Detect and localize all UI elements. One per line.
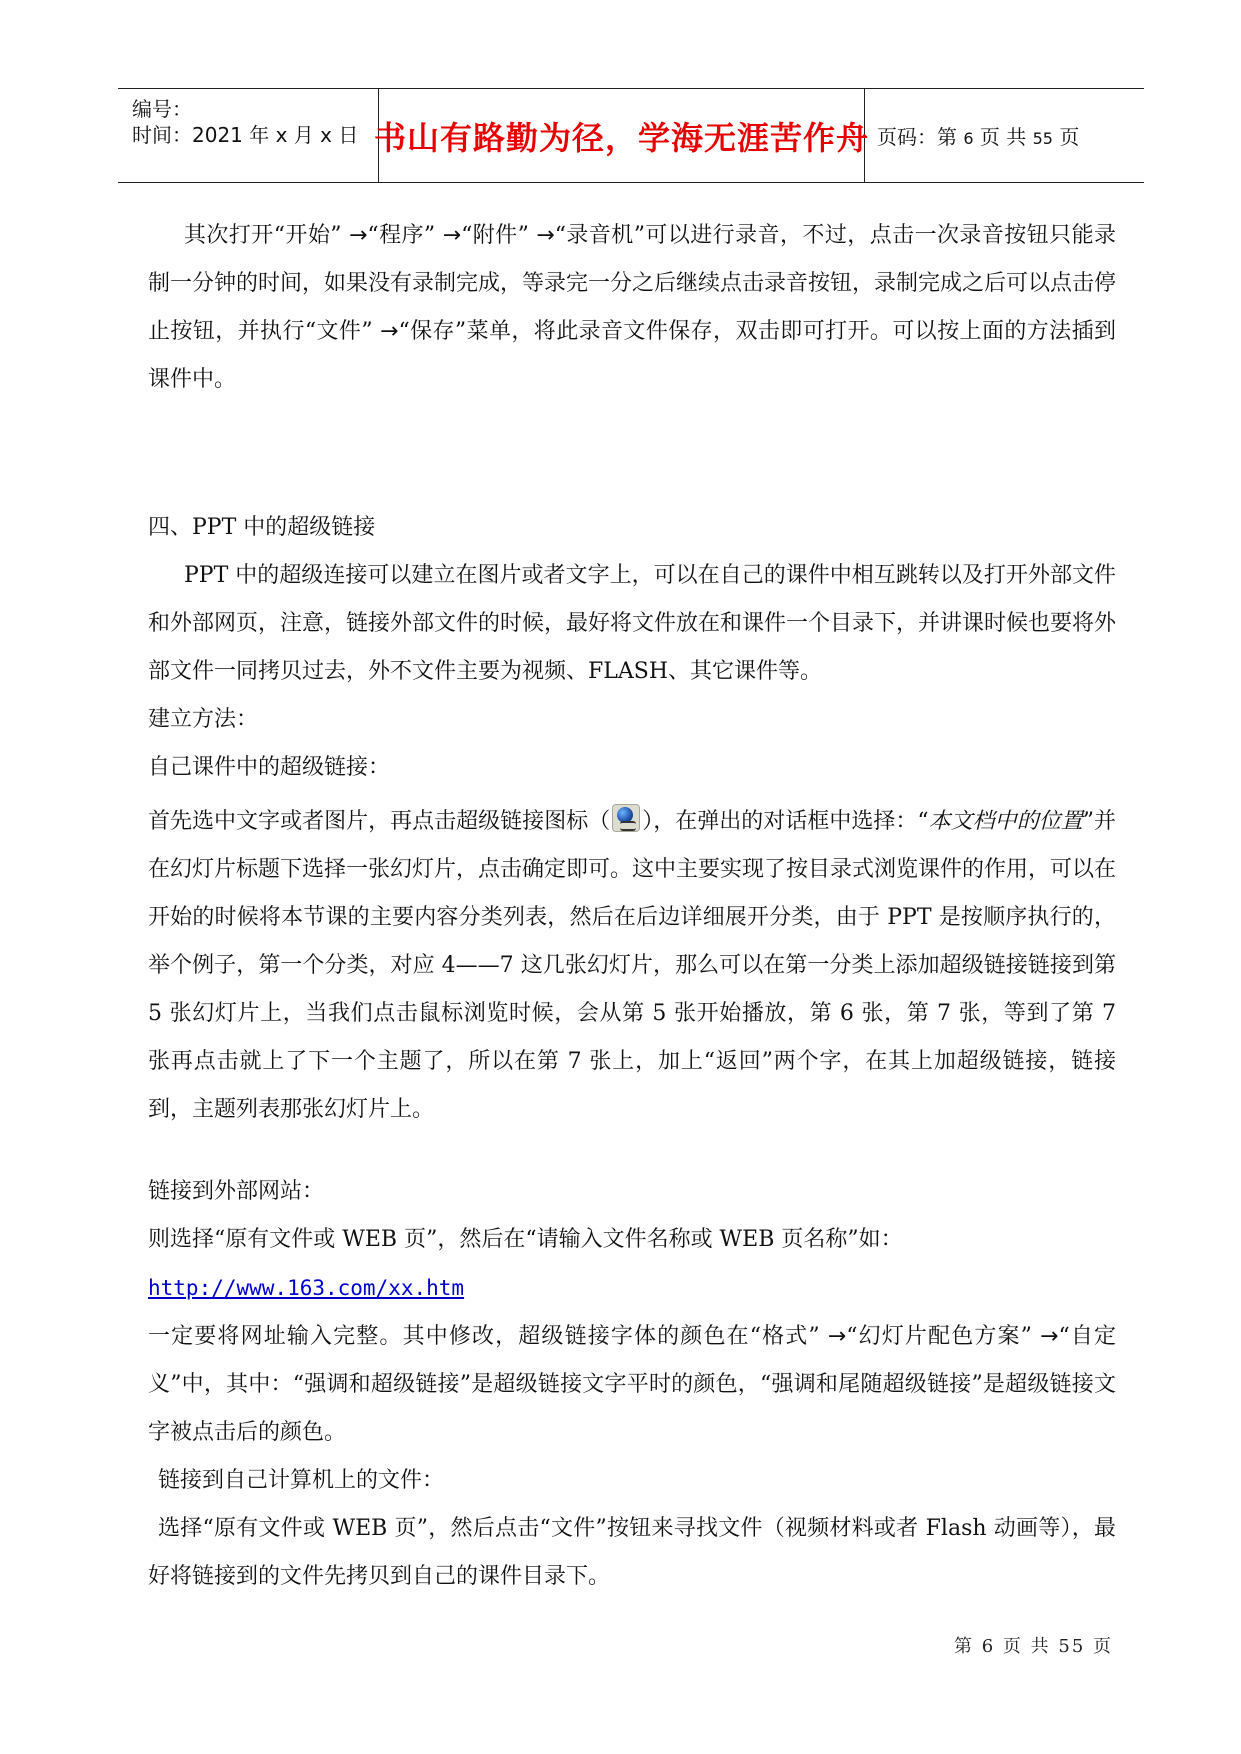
header-number-label: 编号： [132,97,192,121]
local-file-label: 链接到自己计算机上的文件： [158,1468,445,1493]
paragraph-self-link [148,798,1116,1134]
p5-part-c: “自定义”中，其中：“强调和超级链接”是超级链接文字平时的颜色，“强调和尾随超级链接”是超级链接文字被点击后的颜色。 [148,1324,1117,1445]
header-motto-cell [374,89,870,182]
paragraph-local-file: 选择“原有文件或 WEB 页”，然后点击“文件”按钮来寻找文件（视频材料或者 Flash 动画等），最好将链接到的文件先拷贝到自己的课件目录下。 [148,1516,1116,1589]
self-link-label: 自己课件中的超级链接： [148,755,391,780]
arrow-glyph: → [442,223,462,248]
header-info-cell [118,89,378,182]
arrow-glyph: → [1040,1324,1059,1349]
arrow-glyph: → [536,223,555,248]
external-site-label: 链接到外部网站： [148,1179,325,1204]
page-mid: 页 共 [979,125,1027,149]
method-label: 建立方法： [148,707,259,732]
p1-part-d: “录音机”可以进行录音，不过，点击一次录音按钮只能录制一分钟的时间，如果没有录制完成，等录完一分之后继续点击录音按钮，录制完成之后可以点击停止按钮，并执行“文件” [148,223,1117,344]
header-time-value: 2021 年 x 月 x 日 [192,123,359,147]
p3-part-b: ），在弹出的对话框中选择：“ [642,809,929,834]
section-title: 四、PPT 中的超级链接 [148,515,376,540]
hyperlink-globe-icon [612,804,640,832]
header-motto: 书山有路勤为径，学海无涯苦作舟 [374,118,870,157]
page-current: 6 [963,129,974,148]
header-time [132,119,358,148]
p1-part-a: 其次打开“开始” [184,223,342,248]
arrow-glyph: → [348,223,368,248]
header-page-cell [865,89,1144,182]
arrow-glyph: → [827,1324,847,1349]
example-url-link[interactable]: http://www.163.com/xx.htm [148,1276,465,1300]
page-footer: 第 6 页 共 55 页 [954,1636,1113,1657]
p1-part-c: “附件” [461,223,529,248]
p1-part-b: “程序” [367,223,436,248]
page-total: 55 [1032,129,1053,148]
paragraph-link-color [148,1313,1116,1457]
header-page-code [877,121,1079,150]
url-line [148,1264,1116,1313]
document-body [148,212,1116,1601]
header-time-label: 时间： [132,123,192,147]
paragraph-hyperlink-intro: PPT 中的超级连接可以建立在图片或者文字上，可以在自己的课件中相互跳转以及打开外部文件和外部网页，注意，链接外部文件的时候，最好将文件放在和课件一个目录下，并讲课时候也要将外部文件一同拷贝过去，外不文件主要为视频、FLASH、其它课件等。 [148,563,1117,684]
paragraph-external-site: 则选择“原有文件或 WEB 页”，然后在“请输入文件名称或 WEB 页名称”如： [148,1227,903,1252]
page-label: 页码：第 [877,125,957,149]
header-table [118,88,1144,183]
p5-part-a: 一定要将网址输入完整。其中修改，超级链接字体的颜色在“格式” [148,1324,820,1349]
p1-part-e: “保存”菜单，将此录音文件保存，双击即可打开。可以按上面的方法插到课件中。 [148,319,1117,392]
p3-part-c: ”并在幻灯片标题下选择一张幻灯片，点击确定即可。这中主要实现了按目录式浏览课件的作用，可以在开始的时候将本节课的主要内容分类列表，然后在后边详细展开分类，由于 PPT 是按顺序执行的，举个例子，第一个分类，对应 4——7 这几张幻灯片，那么可以在第一分类上添加超级链接链接到第 5 张幻灯片上，当我们点击鼠标浏览时候，会从第 5 张开始播放，第 6 张，第 7 张，等到了第 7 张再点击就上了下一个主题了，所以在第 7 张上，加上“返回”两个字，在其上加超级链接，链接到，主题列表那张幻灯片上。 [148,809,1117,1122]
page-end: 页 [1059,125,1080,149]
paragraph-recorder [148,212,1116,404]
arrow-glyph: → [380,319,399,344]
p3-italic: 本文档中的位置 [928,809,1083,834]
p5-part-b: “幻灯片配色方案” [846,1324,1032,1349]
p3-part-a: 首先选中文字或者图片，再点击超级链接图标（ [148,809,611,834]
